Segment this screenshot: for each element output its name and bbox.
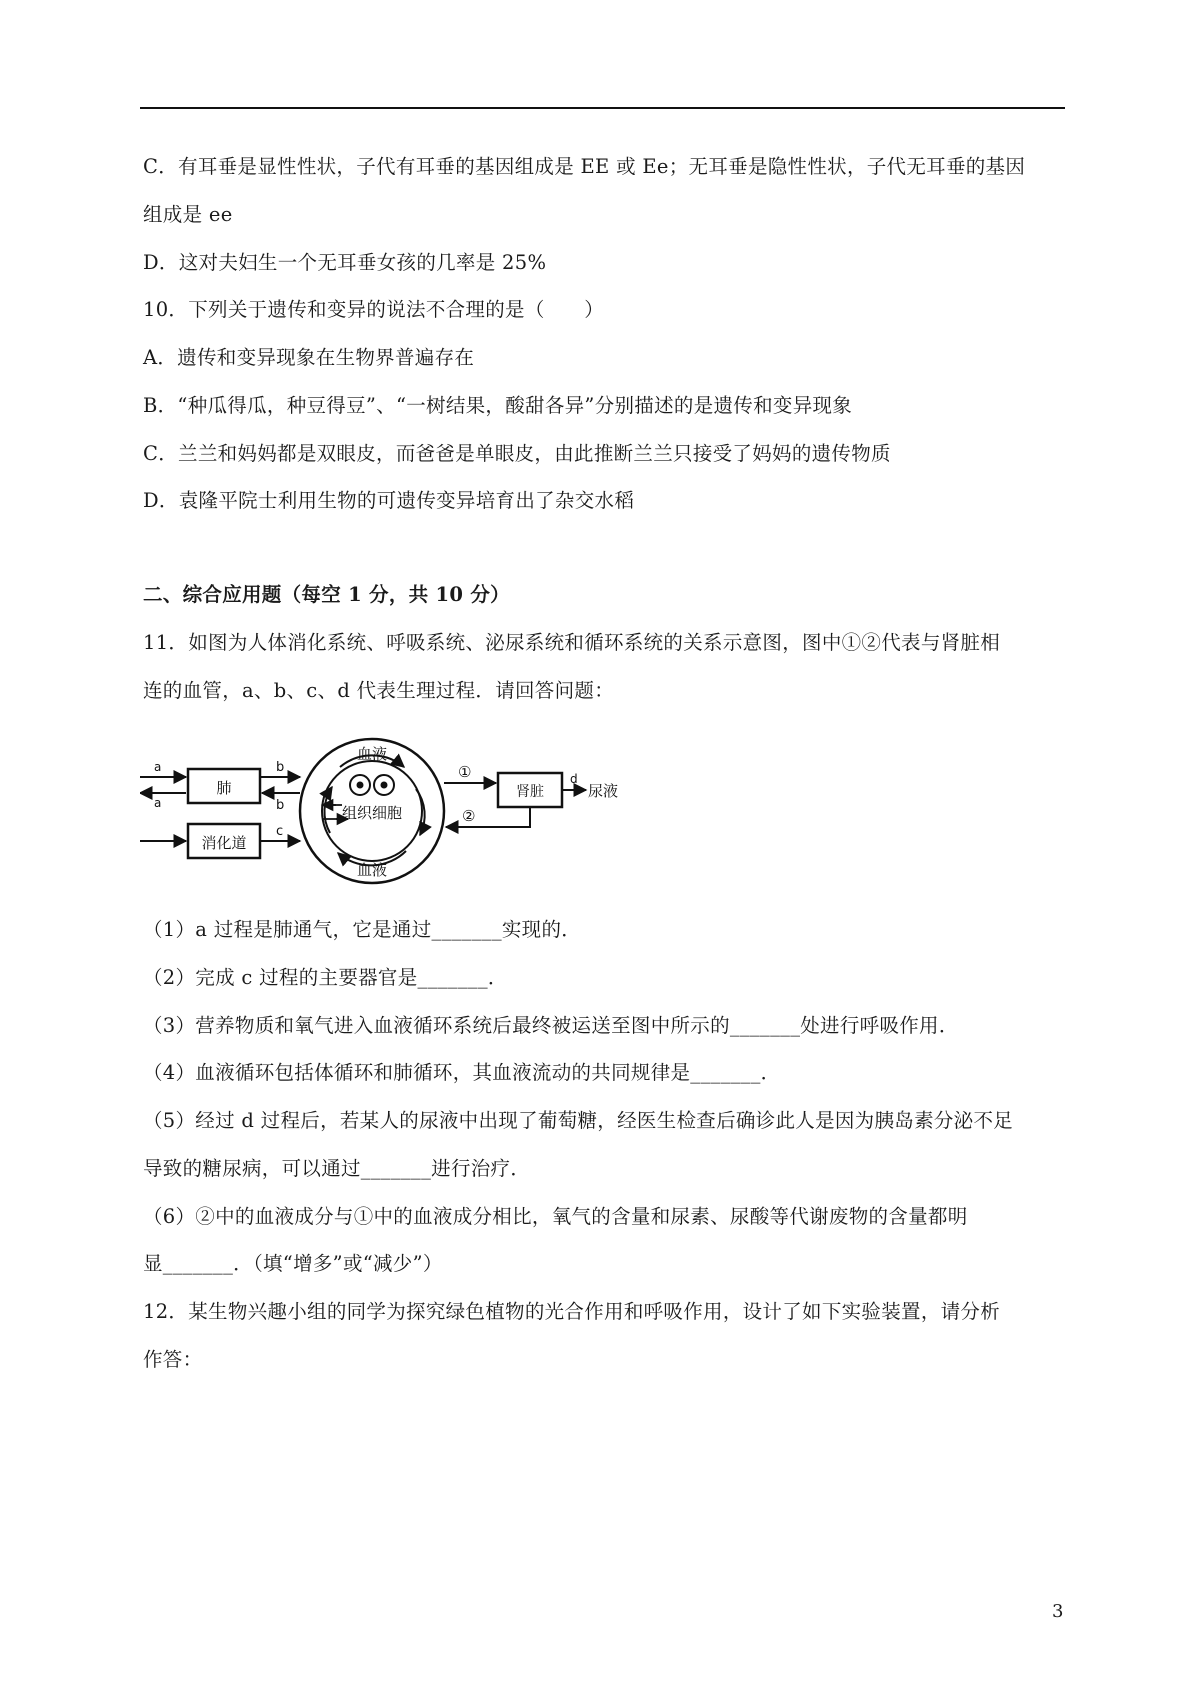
question-12-line2: 作答：: [143, 1348, 203, 1371]
kidney-label: 肾脏: [516, 784, 544, 800]
option-c-line2: 组成是 ee: [143, 203, 233, 226]
subquestion-5-line1: （5）经过 d 过程后，若某人的尿液中出现了葡萄糖，经医生检查后确诊此人是因为胰岛素分泌不足: [143, 1109, 1014, 1132]
label-a1: a: [154, 760, 162, 774]
label-vessel-1: ①: [458, 763, 472, 781]
blood-flow-arrow-right: [416, 789, 425, 835]
label-d: d: [570, 772, 578, 786]
header-rule: [140, 107, 1065, 109]
label-vessel-2: ②: [462, 807, 476, 825]
q10-option-b: B．“种瓜得瓜，种豆得豆”、“一树结果，酸甜各异”分别描述的是遗传和变异现象: [143, 394, 853, 417]
question-10: 10．下列关于遗传和变异的说法不合理的是（ ）: [143, 298, 605, 321]
cell-nucleus-left: [357, 782, 364, 789]
question-11-line2: 连的血管，a、b、c、d 代表生理过程．请回答问题：: [143, 679, 615, 702]
subquestion-2: （2）完成 c 过程的主要器官是_______．: [143, 966, 508, 989]
tissue-cell-label: 组织细胞: [341, 804, 403, 822]
subquestion-6-line1: （6）②中的血液成分与①中的血液成分相比，氧气的含量和尿素、尿酸等代谢废物的含量都明: [143, 1205, 968, 1228]
subquestion-3: （3）营养物质和氧气进入血液循环系统后最终被运送至图中所示的_______处进行呼吸作用．: [143, 1014, 959, 1037]
subquestion-1: （1）a 过程是肺通气，它是通过_______实现的．: [143, 918, 582, 941]
page-number: 3: [1052, 1601, 1064, 1622]
urine-label: 尿液: [588, 782, 619, 800]
q10-option-d: D．袁隆平院士利用生物的可遗传变异培育出了杂交水稻: [143, 489, 635, 512]
subquestion-4: （4）血液循环包括体循环和肺循环，其血液流动的共同规律是_______．: [143, 1061, 781, 1084]
vessel-2-arrow: [446, 807, 530, 827]
label-c: c: [276, 824, 284, 839]
subquestion-6-line2: 显_______．（填“增多”或“减少”）: [143, 1252, 443, 1275]
lung-label: 肺: [216, 779, 232, 797]
cell-nucleus-right: [381, 782, 388, 789]
label-a2: a: [154, 796, 162, 810]
circulation-diagram: [140, 727, 620, 887]
blood-label-bottom: 血液: [356, 861, 388, 879]
option-d: D．这对夫妇生一个无耳垂女孩的几率是 25%: [143, 251, 547, 274]
section-heading: 二、综合应用题（每空 1 分，共 10 分）: [143, 583, 510, 606]
question-12-line1: 12．某生物兴趣小组的同学为探究绿色植物的光合作用和呼吸作用，设计了如下实验装置，请分析: [143, 1300, 1001, 1323]
q10-option-a: A．遗传和变异现象在生物界普遍存在: [143, 346, 475, 369]
digestive-label: 消化道: [201, 834, 247, 852]
label-b2: b: [276, 798, 285, 813]
option-c-line1: C．有耳垂是显性性状，子代有耳垂的基因组成是 EE 或 Ee；无耳垂是隐性性状，子代无耳垂的基因: [143, 155, 1026, 178]
question-11-line1: 11．如图为人体消化系统、呼吸系统、泌尿系统和循环系统的关系示意图，图中①②代表与肾脏相: [143, 631, 1001, 654]
blood-label-top: 血液: [356, 745, 388, 763]
q10-option-c: C．兰兰和妈妈都是双眼皮，而爸爸是单眼皮，由此推断兰兰只接受了妈妈的遗传物质: [143, 442, 891, 465]
subquestion-5-line2: 导致的糖尿病，可以通过_______进行治疗．: [143, 1157, 531, 1180]
label-b1: b: [276, 760, 285, 775]
